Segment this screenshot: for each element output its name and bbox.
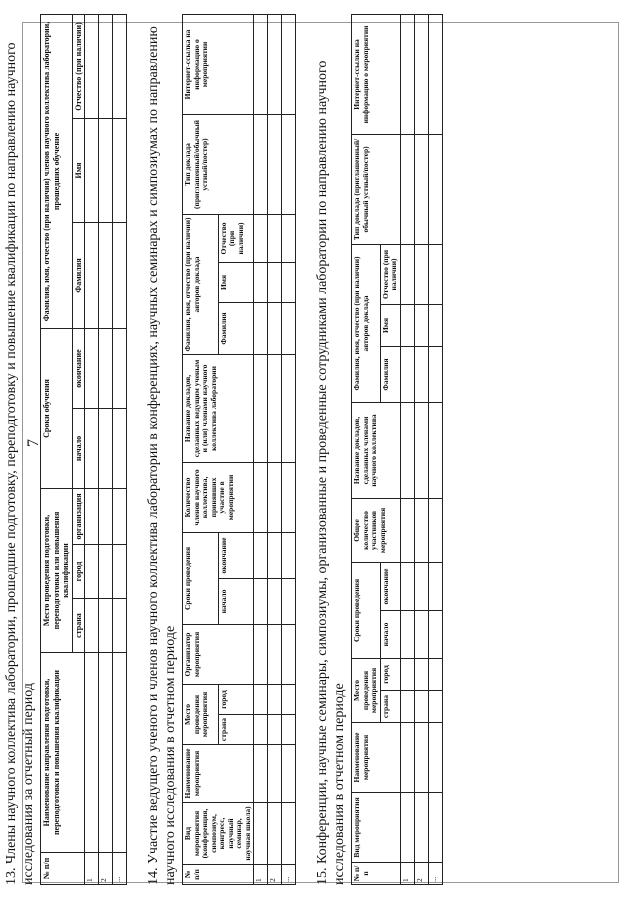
header-reports: Название докладов, сделанных членами научного коллектива: [352, 402, 401, 498]
header-country: страна: [72, 599, 85, 653]
table-row: [282, 14, 296, 884]
row-number: 1: [254, 865, 268, 885]
header-start: начало: [218, 579, 254, 625]
header-fio: Фамилия, имя, отчество (при наличии) авторов доклада: [352, 244, 381, 402]
row-number: ...: [428, 863, 442, 885]
page-number: 7: [25, 439, 42, 447]
table-row: [428, 14, 442, 884]
header-name: Наименование мероприятия: [183, 745, 254, 803]
header-city: город: [72, 545, 85, 599]
header-country: страна: [380, 691, 400, 723]
header-terms: Сроки проведения: [183, 532, 219, 624]
header-count: Количество членов научного коллектива, принявших участие в мероприятии: [183, 462, 254, 532]
section-13: [3, 15, 127, 885]
table-row: [400, 14, 414, 884]
header-terms: Сроки проведения: [352, 562, 381, 658]
section-13-heading: 13. Члены научного коллектива лаборатории, прошедшие подготовку, переподготовку и повышение квалификации по направлению научного исследования за отчетный период: [4, 42, 36, 885]
header-place: Место проведения подготовки, переподготовки или повышения квалификации: [41, 488, 73, 652]
header-total: Общее количество участников мероприятия: [352, 498, 401, 562]
header-place: Место проведения мероприятия: [352, 659, 381, 723]
header-organizer: Организатор мероприятия: [183, 625, 254, 685]
section-15: [314, 15, 443, 885]
header-end: окончание: [72, 328, 85, 408]
row-number: 1: [400, 863, 414, 885]
table-row: [268, 14, 282, 884]
header-org: организация: [72, 488, 85, 544]
section-15-heading: 15. Конференции, научные семинары, симпозиумы, организованные и проведенные сотрудниками лаборатории по направлению научного исследования в отчетном периоде: [315, 60, 347, 885]
header-num: № п/п: [183, 865, 254, 885]
table-row: [99, 14, 113, 884]
section-13-table: [40, 14, 127, 885]
header-terms: Сроки обучения: [41, 328, 73, 488]
header-start: начало: [72, 408, 85, 488]
header-city: город: [218, 685, 254, 715]
header-type: Вид мероприятия (конференция, симпозиум, конгресс, научный семинар, научная школа): [183, 803, 254, 865]
header-name: Имя: [72, 118, 85, 222]
header-type: Вид мероприятия: [352, 793, 401, 863]
header-report-type: Тип доклада (приглашенный/обычный устный/постер): [183, 114, 254, 214]
header-report-type: Тип доклада (приглашенный/обычный устный/постер): [352, 134, 401, 244]
header-patronymic: Отчество (при наличии): [72, 14, 85, 118]
header-num: № п/п: [352, 863, 401, 885]
row-number: ...: [113, 853, 127, 885]
section-15-table: [351, 14, 443, 885]
header-surname: Фамилия: [218, 302, 254, 354]
header-direction: Наименование направления подготовки, переподготовки и повышения квалификации: [41, 653, 85, 853]
header-fio: Фамилия, имя, отчество (при наличии) членов научного коллектива лаборатории, прошедших обучение: [41, 14, 73, 328]
header-reports: Название докладов, сделанных ведущим ученым и (или) членами научного коллектива лаборатории: [183, 354, 254, 462]
header-surname: Фамилия: [72, 222, 85, 328]
header-patronymic: Отчество (при наличии): [218, 214, 254, 262]
row-number: 1: [85, 853, 99, 885]
header-end: окончание: [218, 532, 254, 578]
section-14-table: [182, 14, 296, 885]
header-start: начало: [380, 611, 400, 659]
row-number: 2: [268, 865, 282, 885]
header-link: Интернет-ссылки на информацию о мероприятии: [352, 14, 401, 134]
header-patronymic: Отчество (при наличии): [380, 244, 400, 304]
header-name: Наименование мероприятия: [352, 723, 401, 793]
header-country: страна: [218, 715, 254, 745]
header-link: Интернет-ссылка на информацию о мероприятии: [183, 14, 254, 114]
row-number: ...: [282, 865, 296, 885]
header-fio: Фамилия, имя, отчество (при наличии) авторов доклада: [183, 214, 219, 354]
row-number: 2: [99, 853, 113, 885]
header-city: город: [380, 659, 400, 691]
table-row: [414, 14, 428, 884]
header-name2: Имя: [380, 304, 400, 346]
header-num: № п/п: [41, 853, 85, 885]
header-place: Место проведения мероприятия: [183, 685, 219, 745]
section-14: [145, 15, 296, 885]
row-number: 2: [414, 863, 428, 885]
section-14-heading: 14. Участие ведущего ученого и членов научного коллектива лаборатории в конференциях, научных семинарах и симпозиумах по направлению научного исследования в отчетном периоде: [146, 26, 178, 885]
header-name2: Имя: [218, 262, 254, 302]
table-row: [254, 14, 268, 884]
header-surname: Фамилия: [380, 346, 400, 402]
table-row: [113, 14, 127, 884]
table-row: [85, 14, 99, 884]
rotated-content: [3, 15, 563, 885]
header-end: окончание: [380, 562, 400, 610]
